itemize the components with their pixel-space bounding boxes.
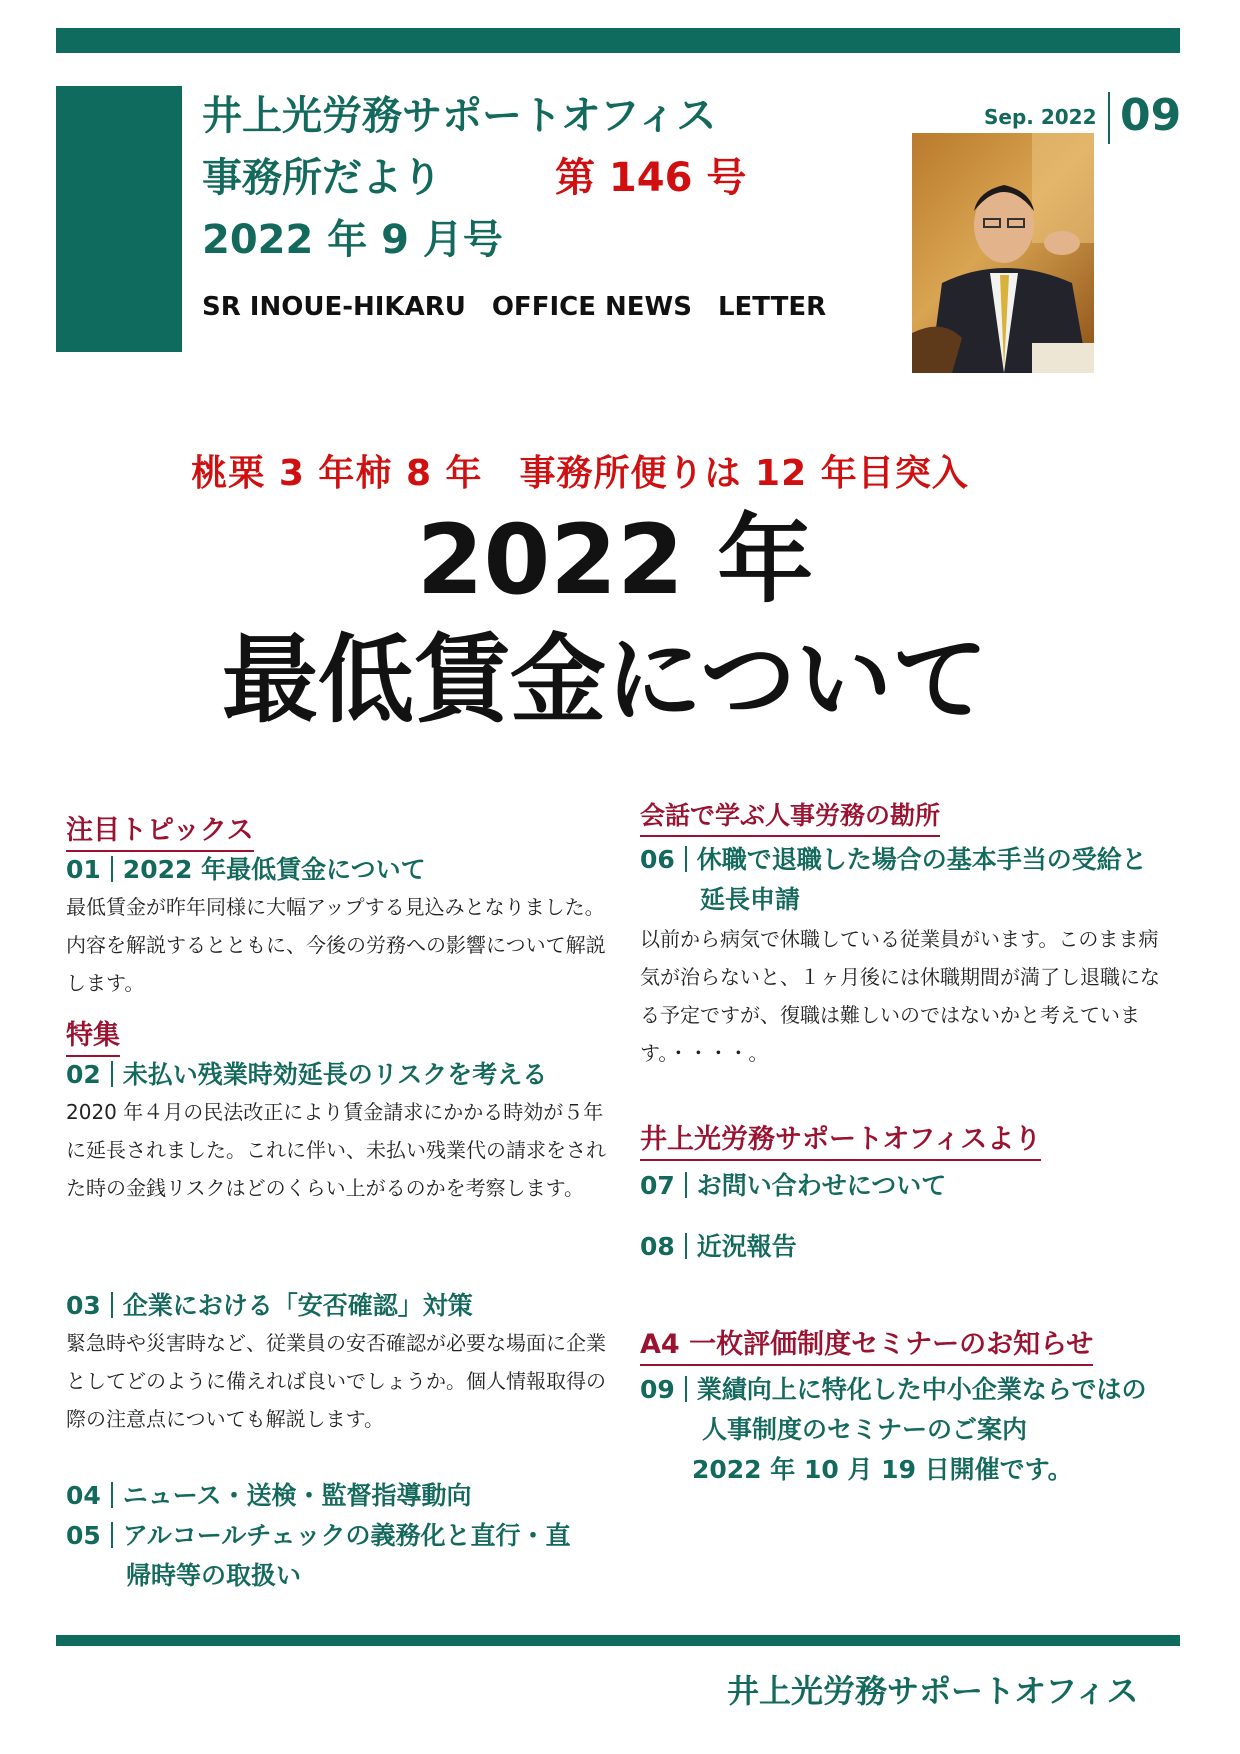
item-separator	[685, 1233, 687, 1259]
item-separator	[111, 1482, 113, 1508]
bottom-bar	[56, 1635, 1180, 1646]
item-03-heading: 企業における「安否確認」対策	[122, 1291, 473, 1320]
top-bar	[56, 28, 1180, 53]
item-08-title[interactable]	[640, 1227, 1180, 1267]
item-09-heading-line1: 業績向上に特化した中小企業ならではの	[696, 1375, 1147, 1404]
item-09-heading-line2: 人事制度のセミナーのご案内	[702, 1415, 1028, 1444]
item-02-heading: 未払い残業時効延長のリスクを考える	[122, 1060, 548, 1089]
item-08-number: 08	[640, 1232, 675, 1261]
item-01-body: 最低賃金が昨年同様に大幅アップする見込みとなりました。内容を解説するとともに、今後の労務への影響について解説します。	[66, 895, 606, 995]
item-04-number: 04	[66, 1481, 101, 1510]
item-separator	[685, 1172, 687, 1198]
item-separator	[111, 1061, 113, 1087]
issue-date: Sep. 2022	[984, 105, 1097, 129]
item-07-title[interactable]	[640, 1166, 1180, 1206]
newsletter-name: 事務所だより	[202, 155, 442, 201]
issue-number: 第 146 号	[555, 155, 747, 201]
item-06-title[interactable]	[640, 840, 1180, 880]
item-07-heading: お問い合わせについて	[696, 1171, 947, 1200]
section-heading-feature: 特集	[66, 1013, 120, 1057]
item-separator	[685, 846, 687, 872]
date-divider	[1108, 92, 1110, 144]
item-06-heading-line2: 延長申請	[700, 885, 801, 914]
item-04-heading: ニュース・送検・監督指導動向	[122, 1481, 472, 1510]
item-05-number: 05	[66, 1521, 101, 1550]
item-01-number: 01	[66, 855, 101, 884]
item-01-title[interactable]	[66, 850, 606, 890]
newsletter-subtitle: SR INOUE-HIKARU OFFICE NEWS LETTER	[202, 292, 827, 322]
item-separator	[111, 1522, 113, 1548]
item-06-body: 以前から病気で休職している従業員がいます。このまま病気が治らないと、１ヶ月後には休職期間が満了し退職になる予定ですが、復職は難しいのではないかと考えています。・・・・。	[640, 927, 1160, 1065]
item-09-number: 09	[640, 1375, 675, 1404]
footer-office-name: 井上光労務サポートオフィス	[727, 1672, 1139, 1710]
item-09-title[interactable]	[640, 1370, 1200, 1410]
portrait-person-icon	[912, 133, 1094, 373]
volume-number: 09	[1120, 90, 1182, 141]
section-heading-seminar: A4 一枚評価制度セミナーのお知らせ	[640, 1322, 1093, 1366]
portrait-photo	[912, 133, 1094, 373]
item-07-number: 07	[640, 1171, 675, 1200]
item-01-heading: 2022 年最低賃金について	[122, 855, 426, 884]
section-heading-conversation: 会話で学ぶ人事労務の勘所	[640, 796, 940, 837]
office-name-header: 井上光労務サポートオフィス	[202, 93, 717, 139]
header-accent-block	[56, 86, 182, 352]
item-05-heading-line1: アルコールチェックの義務化と直行・直	[122, 1521, 571, 1550]
issue-month: 2022 年 9 月号	[202, 217, 503, 263]
item-03-title[interactable]	[66, 1286, 626, 1326]
section-heading-topics: 注目トピックス	[66, 808, 254, 852]
section-heading-office: 井上光労務サポートオフィスより	[640, 1117, 1041, 1161]
hero-title-line1: 2022 年	[416, 504, 814, 616]
item-02-body: 2020 年４月の民法改正により賃金請求にかかる時効が５年に延長されました。これに伴い、未払い残業代の請求をされた時の金銭リスクはどのくらい上がるのかを考察します。	[66, 1100, 606, 1200]
item-06-number: 06	[640, 845, 675, 874]
hero-tagline: 桃栗 3 年柿 8 年 事務所便りは 12 年目突入	[191, 453, 969, 494]
item-separator	[685, 1376, 687, 1402]
item-02-number: 02	[66, 1060, 101, 1089]
item-03-body: 緊急時や災害時など、従業員の安否確認が必要な場面に企業としてどのように備えれば良いでしょうか。個人情報取得の際の注意点についても解説します。	[66, 1331, 606, 1431]
item-separator	[111, 1292, 113, 1318]
item-09-heading-line3: 2022 年 10 月 19 日開催です。	[692, 1455, 1073, 1484]
item-04-title[interactable]	[66, 1476, 626, 1516]
item-08-heading: 近況報告	[696, 1232, 797, 1261]
item-05-heading-line2: 帰時等の取扱い	[126, 1561, 302, 1590]
item-03-number: 03	[66, 1291, 101, 1320]
hero-title-line2: 最低賃金について	[221, 624, 989, 736]
item-02-title[interactable]	[66, 1055, 626, 1095]
item-05-title[interactable]	[66, 1516, 626, 1556]
item-06-heading-line1: 休職で退職した場合の基本手当の受給と	[696, 845, 1147, 874]
item-separator	[111, 856, 113, 882]
